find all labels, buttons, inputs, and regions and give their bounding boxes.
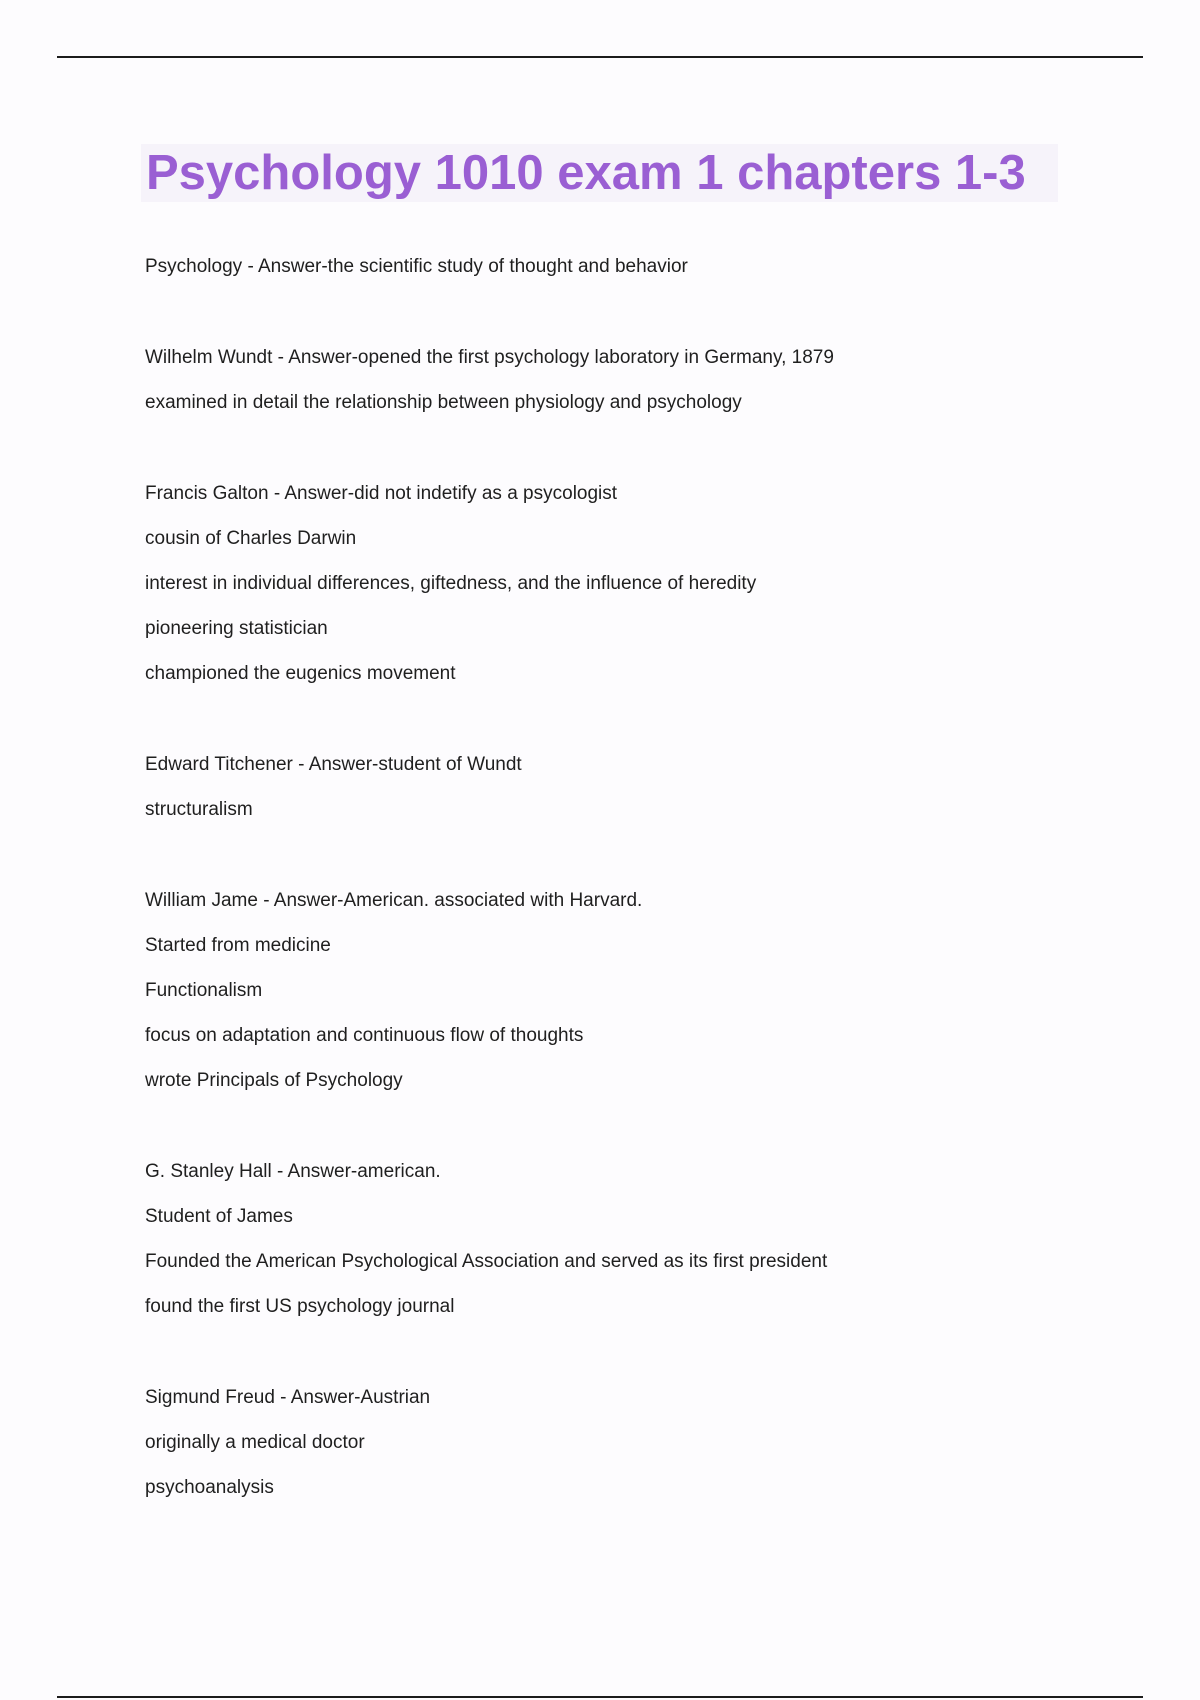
entry-line: Wilhelm Wundt - Answer-opened the first psychology laboratory in Germany, 1879 xyxy=(145,347,834,368)
entry-line: Edward Titchener - Answer-student of Wundt xyxy=(145,754,522,775)
entry-wilhelm-wundt xyxy=(145,335,1145,425)
entry-line: pioneering statistician xyxy=(145,618,328,639)
bottom-divider xyxy=(57,1696,1143,1698)
entry-line: Founded the American Psychological Association and served as its first president xyxy=(145,1251,828,1272)
entry-line: Functionalism xyxy=(145,980,263,1001)
entry-line: originally a medical doctor xyxy=(145,1432,365,1453)
entry-sigmund-freud xyxy=(145,1375,1145,1510)
entry-francis-galton xyxy=(145,471,1145,696)
entry-line: Student of James xyxy=(145,1206,293,1227)
entry-edward-titchener xyxy=(145,742,1145,832)
entry-line: championed the eugenics movement xyxy=(145,663,456,684)
top-divider xyxy=(57,56,1143,58)
entry-psychology xyxy=(145,244,1145,289)
entry-line: G. Stanley Hall - Answer-american. xyxy=(145,1161,441,1182)
entry-line: examined in detail the relationship between physiology and psychology xyxy=(145,392,742,413)
entry-line: structuralism xyxy=(145,799,253,820)
entry-line: Sigmund Freud - Answer-Austrian xyxy=(145,1387,431,1408)
entry-line: Started from medicine xyxy=(145,935,331,956)
entry-line: psychoanalysis xyxy=(145,1477,274,1498)
entry-line: interest in individual differences, giftedness, and the influence of heredity xyxy=(145,573,757,594)
page-title: Psychology 1010 exam 1 chapters 1-3 xyxy=(146,146,1026,200)
entry-g-stanley-hall xyxy=(145,1149,1145,1329)
entry-line: wrote Principals of Psychology xyxy=(145,1070,403,1091)
entry-william-jame xyxy=(145,878,1145,1103)
entry-line: found the first US psychology journal xyxy=(145,1296,455,1317)
document-body xyxy=(145,244,1145,1556)
entry-line: William Jame - Answer-American. associated with Harvard. xyxy=(145,890,643,911)
entry-line: Psychology - Answer-the scientific study of thought and behavior xyxy=(145,256,688,277)
entry-line: focus on adaptation and continuous flow of thoughts xyxy=(145,1025,584,1046)
entry-line: Francis Galton - Answer-did not indetify as a psycologist xyxy=(145,483,618,504)
entry-line: cousin of Charles Darwin xyxy=(145,528,357,549)
